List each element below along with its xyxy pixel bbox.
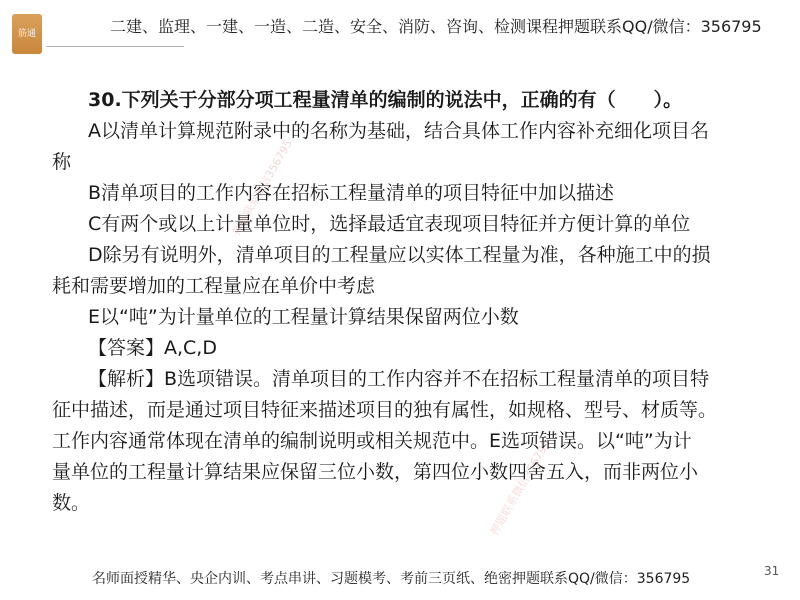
- analysis-line: 征中描述，而是通过项目特征来描述项目的独有属性，如规格、型号、材质等。: [52, 399, 718, 421]
- analysis-line: 【解析】B选项错误。清单项目的工作内容并不在招标工程量清单的项目特: [88, 368, 710, 390]
- header-divider: [46, 46, 184, 47]
- option-a: A以清单计算规范附录中的名称为基础，结合具体工作内容补充细化项目名: [88, 120, 709, 142]
- header-contact-text: 二建、监理、一建、一造、二造、安全、消防、咨询、检测课程押题联系QQ/微信：356795: [110, 17, 762, 36]
- analysis-line: 数。: [52, 492, 91, 514]
- option-c: C有两个或以上计量单位时，选择最适宜表现项目特征并方便计算的单位: [88, 213, 691, 235]
- logo: 筋通: [12, 14, 42, 54]
- option-a-continued: 称: [52, 151, 72, 173]
- analysis-line: 量单位的工程量计算结果应保留三位小数，第四位小数四舍五入，而非两位小: [52, 461, 699, 483]
- question-content: [52, 85, 752, 519]
- option-b: B清单项目的工作内容在招标工程量清单的项目特征中加以描述: [88, 182, 615, 204]
- analysis-line: 工作内容通常体现在清单的编制说明或相关规范中。E选项错误。以“吨”为计: [52, 430, 692, 452]
- watermark: 押题联系微信356795: [487, 437, 553, 538]
- option-d: D除另有说明外，清单项目的工程量应以实体工程量为准，各种施工中的损: [88, 244, 711, 266]
- page-number: 31: [764, 564, 780, 578]
- answer: 【答案】A,C,D: [88, 337, 217, 359]
- watermark: 押题联系微信356795: [229, 137, 295, 238]
- option-d-continued: 耗和需要增加的工程量应在单价中考虑: [52, 275, 376, 297]
- footer-contact-text: 名师面授精华、央企内训、考点串讲、习题模考、考前三页纸、绝密押题联系QQ/微信：356795: [92, 571, 691, 587]
- question-title: 30.下列关于分部分项工程量清单的编制的说法中，正确的有（ ）。: [88, 89, 683, 111]
- option-e: E以“吨”为计量单位的工程量计算结果保留两位小数: [88, 306, 519, 328]
